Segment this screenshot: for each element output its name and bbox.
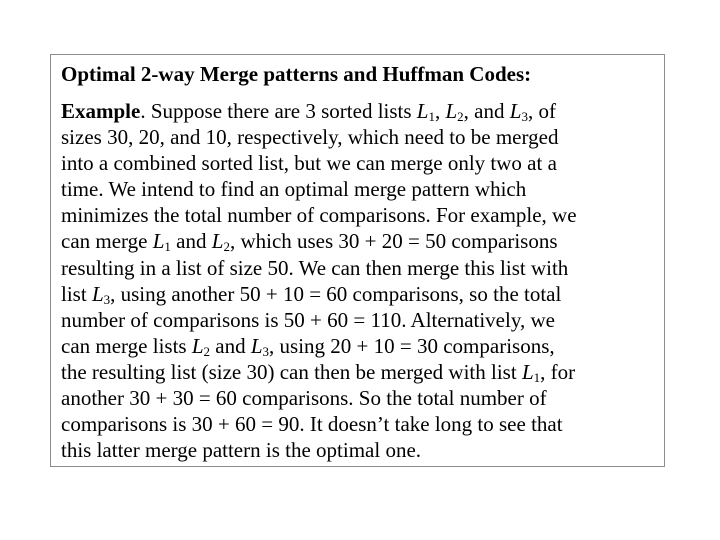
list-variable: L: [416, 99, 429, 123]
list-variable: L: [509, 99, 522, 123]
text-run: number of comparisons is 50 + 60 = 110. Alternatively, we: [61, 307, 555, 332]
paragraph-line: [61, 281, 654, 307]
list-variable: L: [191, 333, 204, 358]
paragraph-line: [61, 176, 654, 202]
text-run: comparisons is 30 + 60 = 90. It doesn’t take long to see that: [61, 412, 563, 437]
paragraph-line: [61, 437, 654, 463]
list-variable: L: [445, 99, 458, 123]
list-variable: L: [250, 333, 263, 358]
list-index-subscript: 3: [262, 343, 270, 359]
text-run: and: [210, 333, 251, 358]
text-run: can merge: [61, 229, 153, 254]
list-index-subscript: 1: [533, 369, 541, 385]
text-run: time. We intend to find an optimal merge pattern which: [61, 177, 527, 202]
text-run: resulting in a list of size 50. We can then merge this list with: [61, 255, 569, 280]
text-run: , using another 50 + 10 = 60 comparisons, so the total: [110, 281, 562, 306]
text-run: , and: [463, 99, 510, 123]
paragraph-line: [61, 411, 654, 437]
text-run: , for: [540, 359, 576, 384]
text-run: sizes 30, 20, and 10, respectively, which need to be merged: [61, 125, 559, 150]
paragraph-line: [61, 202, 654, 228]
paragraph-line: [61, 150, 654, 176]
paragraph-line: [61, 124, 654, 150]
text-run: .: [140, 99, 146, 123]
text-run: minimizes the total number of comparisons. For example, we: [61, 203, 577, 228]
text-run: , using 20 + 10 = 30 comparisons,: [269, 333, 555, 358]
paragraph-line: [61, 255, 654, 281]
text-run: the resulting list (size 30) can then be merged with list: [61, 359, 522, 384]
text-run: Suppose there are 3 sorted lists: [145, 99, 417, 123]
text-run: and: [170, 229, 212, 254]
text-run: , which uses 30 + 20 = 50 comparisons: [229, 229, 558, 254]
paragraph-line: [61, 228, 654, 254]
example-label: Example: [61, 99, 141, 123]
text-run: another 30 + 30 = 60 comparisons. So the total number of: [61, 386, 547, 411]
paragraph-line: [61, 307, 654, 333]
list-index-subscript: 2: [203, 343, 211, 359]
list-variable: L: [152, 229, 165, 254]
list-index-subscript: 1: [428, 109, 435, 124]
example-paragraph: [61, 98, 654, 463]
text-run: , of: [527, 99, 556, 123]
paragraph-line: [61, 333, 654, 359]
content-box: [50, 54, 665, 467]
list-index-subscript: 1: [164, 239, 171, 255]
paragraph-line: [61, 385, 654, 411]
text-run: ,: [434, 99, 446, 123]
list-index-subscript: 3: [521, 109, 528, 124]
text-run: list: [61, 281, 92, 306]
text-run: this latter merge pattern is the optimal one.: [61, 438, 422, 463]
text-run: can merge lists: [61, 333, 192, 358]
text-run: into a combined sorted list, but we can merge only two at a: [61, 151, 557, 176]
list-variable: L: [521, 359, 534, 384]
list-index-subscript: 2: [457, 109, 464, 124]
list-variable: L: [211, 229, 224, 254]
paragraph-line: [61, 359, 654, 385]
paragraph-line: [61, 98, 654, 124]
list-index-subscript: 3: [103, 291, 111, 307]
list-index-subscript: 2: [223, 239, 230, 255]
list-variable: L: [91, 281, 104, 306]
slide-title: Optimal 2-way Merge patterns and Huffman Codes:: [61, 62, 532, 86]
